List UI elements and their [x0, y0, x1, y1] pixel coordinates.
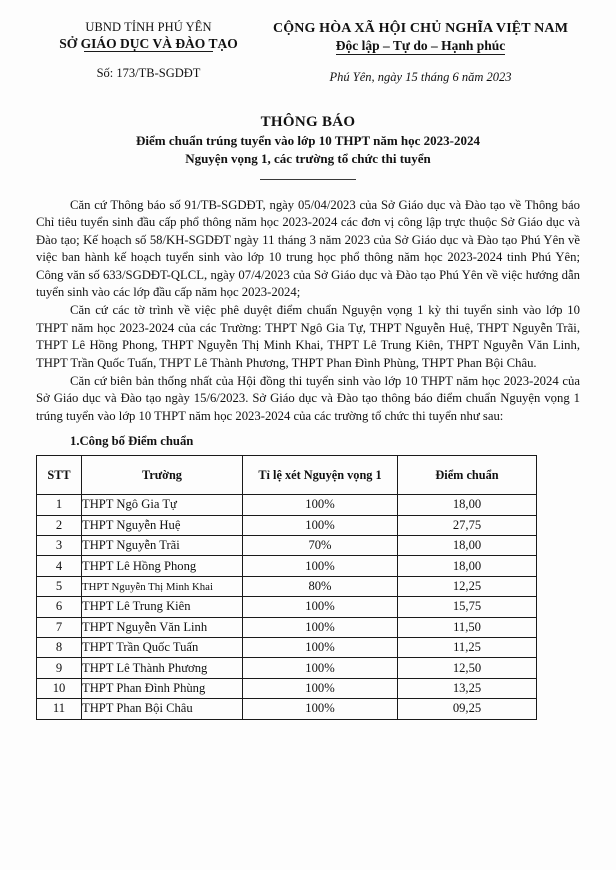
cell-score: 11,25: [398, 638, 537, 658]
cell-school: THPT Lê Trung Kiên: [82, 597, 243, 617]
table-row: [37, 617, 537, 637]
national-motto: Độc lập – Tự do – Hạnh phúc: [335, 38, 506, 53]
document-subject-line-1: Điểm chuẩn trúng tuyển vào lớp 10 THPT năm học 2023-2024: [135, 133, 481, 148]
table-row: [37, 495, 537, 515]
cell-ratio: 100%: [243, 699, 398, 719]
title-block: [0, 112, 616, 180]
cell-school: THPT Phan Đình Phùng: [82, 678, 243, 698]
cell-school: THPT Trần Quốc Tuấn: [82, 638, 243, 658]
document-type-title: THÔNG BÁO: [260, 114, 356, 130]
cell-stt: 2: [37, 515, 82, 535]
cell-school: THPT Nguyễn Huệ: [82, 515, 243, 535]
legal-basis-paragraph-3: Căn cứ biên bản thống nhất của Hội đồng thi tuyển sinh vào lớp 10 THPT năm học 2023-2024 của Sở Giáo dục và Đào tạo ngày 15/6/2023. Sở Giáo dục và Đào tạo thông báo điểm chuẩn Nguyện vọng 1 trúng tuyển vào lớp 10 THPT năm học 2023-2024 của các trường tổ chức thi tuyển như sau:: [36, 374, 580, 423]
table-header: [37, 456, 537, 495]
cell-score: 11,50: [398, 617, 537, 637]
cell-ratio: 100%: [243, 515, 398, 535]
cell-stt: 7: [37, 617, 82, 637]
cell-ratio: 100%: [243, 617, 398, 637]
section-heading-announcement: 1.Công bố Điểm chuẩn: [70, 434, 194, 449]
table-row: [37, 576, 537, 596]
table-row: [37, 699, 537, 719]
province-name: UBND TỈNH PHÚ YÊN: [85, 20, 212, 34]
scores-table-wrapper: [0, 455, 616, 719]
cell-stt: 6: [37, 597, 82, 617]
column-header-stt: STT: [37, 456, 82, 495]
table-body: [37, 495, 537, 719]
issuing-authority-block: [36, 18, 261, 85]
cell-score: 12,25: [398, 576, 537, 596]
cell-stt: 1: [37, 495, 82, 515]
cell-stt: 11: [37, 699, 82, 719]
document-number: Số: 173/TB-SGDĐT: [96, 66, 201, 80]
document-subject-line-2: Nguyện vọng 1, các trường tổ chức thi tuyển: [185, 151, 431, 166]
national-heading-block: [261, 18, 580, 85]
cell-school: THPT Lê Thành Phương: [82, 658, 243, 678]
cell-ratio: 100%: [243, 658, 398, 678]
cell-stt: 4: [37, 556, 82, 576]
cell-ratio: 100%: [243, 556, 398, 576]
table-row: [37, 597, 537, 617]
benchmark-scores-table: [36, 455, 537, 719]
table-row: [37, 678, 537, 698]
cell-school: THPT Nguyễn Trãi: [82, 536, 243, 556]
table-row: [37, 556, 537, 576]
cell-stt: 10: [37, 678, 82, 698]
column-header-school: Trường: [82, 456, 243, 495]
cell-score: 13,25: [398, 678, 537, 698]
cell-school: THPT Nguyễn Thị Minh Khai: [82, 576, 243, 596]
cell-school: THPT Nguyễn Văn Linh: [82, 617, 243, 637]
cell-ratio: 100%: [243, 638, 398, 658]
cell-ratio: 100%: [243, 678, 398, 698]
cell-stt: 3: [37, 536, 82, 556]
legal-basis-paragraph-2: Căn cứ các tờ trình về việc phê duyệt điểm chuẩn Nguyện vọng 1 kỳ thi tuyển sinh vào lớp 10 THPT năm học 2023-2024 của các Trường: THPT Ngô Gia Tự, THPT Nguyễn Huệ, THPT Nguyễn Trãi, THPT Lê Hồng Phong, THPT Nguyễn Thị Minh Khai, THPT Lê Trung Kiên, THPT Nguyễn Văn Linh, THPT Trần Quốc Tuấn, THPT Lê Thành Phương, THPT Phan Đình Phùng, THPT Phan Bội Châu.: [36, 303, 580, 370]
title-divider-rule: [260, 179, 356, 180]
document-header: [0, 0, 616, 85]
department-name: SỞ GIÁO DỤC VÀ ĐÀO TẠO: [59, 36, 238, 51]
document-body: [0, 197, 616, 450]
column-header-ratio: Tỉ lệ xét Nguyện vọng 1: [243, 456, 398, 495]
table-header-row: [37, 456, 537, 495]
country-name: CỘNG HÒA XÃ HỘI CHỦ NGHĨA VIỆT NAM: [272, 21, 569, 36]
table-row: [37, 536, 537, 556]
cell-score: 18,00: [398, 495, 537, 515]
cell-score: 27,75: [398, 515, 537, 535]
cell-school: THPT Lê Hồng Phong: [82, 556, 243, 576]
cell-school: THPT Phan Bội Châu: [82, 699, 243, 719]
legal-basis-paragraph-1: Căn cứ Thông báo số 91/TB-SGDĐT, ngày 05/04/2023 của Sở Giáo dục và Đào tạo về Thông báo Chỉ tiêu tuyển sinh đầu cấp phổ thông năm học 2023-2024 các đơn vị công lập trực thuộc Sở Giáo dục và Đào tạo; Kế hoạch số 58/KH-SGDĐT ngày 11 tháng 3 năm 2023 của Sở Giáo dục và Đào tạo Phú Yên về việc ban hành kế hoạch tuyển sinh vào lớp 10 trung học phổ thông năm học 2023-2024 tinh Phú Yên; Công văn số 633/SGDĐT-QLCL, ngày 07/4/2023 của Sở Giáo dục và Đào tạo Phú Yên về việc hướng dẫn tuyển sinh vào các lớp đầu cấp năm học 2023-2024;: [36, 198, 580, 300]
cell-score: 18,00: [398, 556, 537, 576]
column-header-score: Điểm chuẩn: [398, 456, 537, 495]
table-row: [37, 515, 537, 535]
place-and-date: Phú Yên, ngày 15 tháng 6 năm 2023: [329, 70, 512, 84]
cell-ratio: 100%: [243, 495, 398, 515]
cell-ratio: 80%: [243, 576, 398, 596]
cell-score: 12,50: [398, 658, 537, 678]
cell-score: 15,75: [398, 597, 537, 617]
cell-score: 18,00: [398, 536, 537, 556]
cell-score: 09,25: [398, 699, 537, 719]
table-row: [37, 658, 537, 678]
cell-stt: 5: [37, 576, 82, 596]
cell-stt: 8: [37, 638, 82, 658]
cell-ratio: 100%: [243, 597, 398, 617]
cell-ratio: 70%: [243, 536, 398, 556]
cell-school: THPT Ngô Gia Tự: [82, 495, 243, 515]
cell-stt: 9: [37, 658, 82, 678]
table-row: [37, 638, 537, 658]
